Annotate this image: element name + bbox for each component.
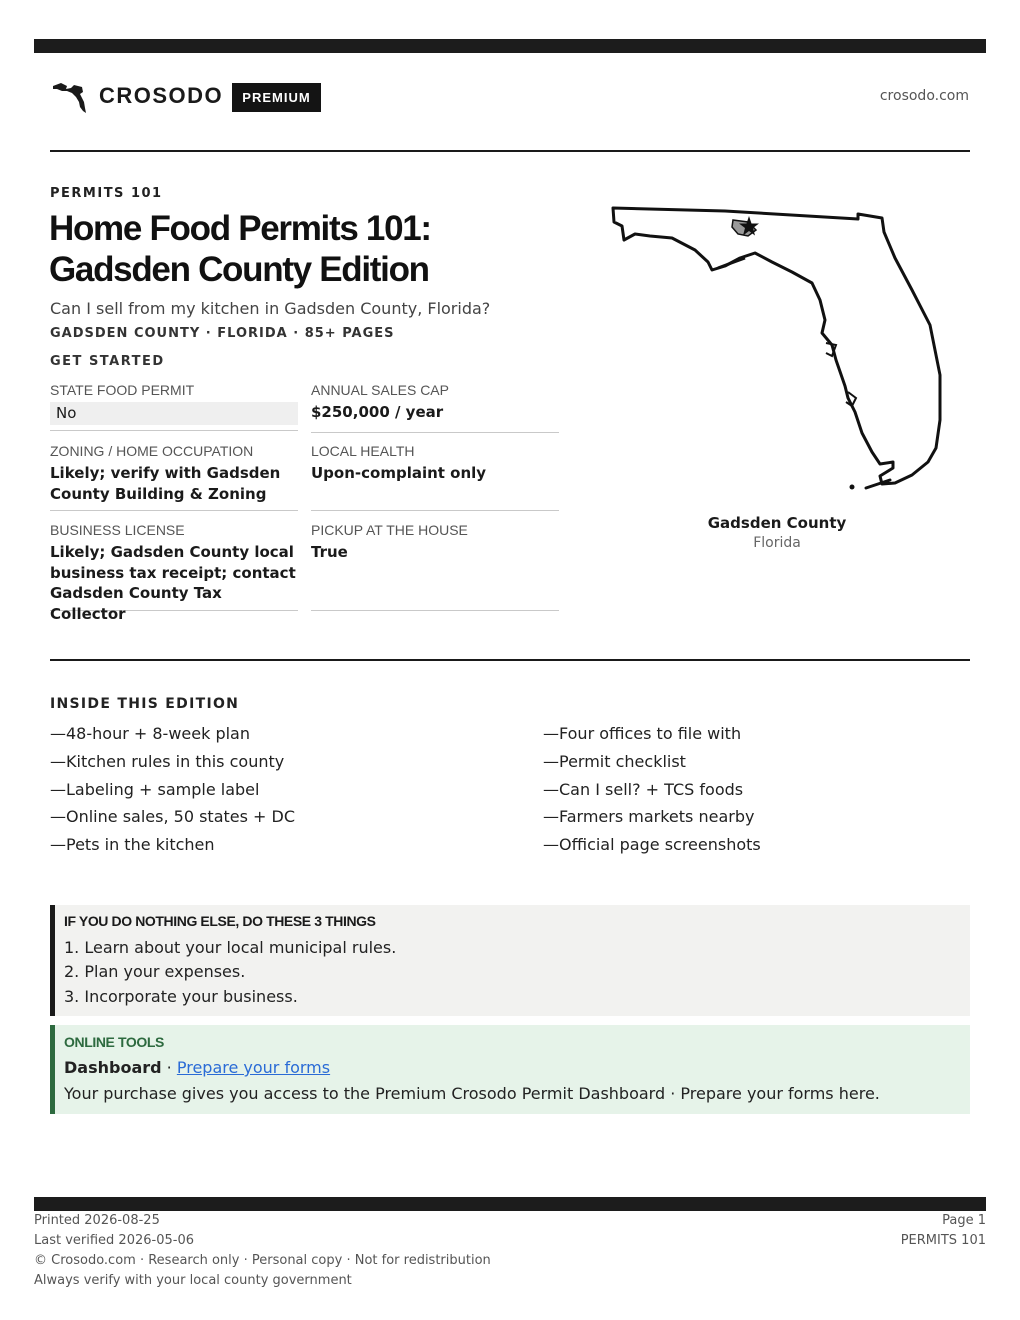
fact-value: $250,000 / year	[311, 403, 444, 421]
list-item: —Permit checklist	[543, 751, 686, 771]
list-item: —48-hour + 8-week plan	[50, 724, 250, 743]
tools-title: ONLINE TOOLS	[64, 1034, 164, 1050]
get-started-heading: GET STARTED	[50, 354, 165, 369]
fact-value: Upon-complaint only	[311, 464, 487, 482]
verified-date: Last verified 2026-05-06	[34, 1233, 194, 1248]
page-subtitle: Can I sell from my kitchen in Gadsden County, Florida?	[50, 299, 491, 318]
list-item: —Online sales, 50 states + DC	[50, 807, 296, 827]
tools-links	[64, 1058, 330, 1077]
fact-state-food-permit	[50, 382, 298, 431]
online-tools-box	[50, 1025, 970, 1114]
fact-local-health	[311, 443, 559, 511]
fact-value: Likely; verify with Gadsden County Building & Zoning	[50, 464, 281, 503]
page-title	[49, 208, 569, 290]
list-item: —Kitchen rules in this county	[50, 751, 285, 771]
list-item: —Official page screenshots	[543, 835, 761, 855]
fact-zoning	[50, 443, 298, 511]
footer-rule-bar	[34, 1197, 986, 1211]
copyright-notice: © Crosodo.com · Research only · Personal copy · Not for redistribution	[34, 1253, 491, 1268]
fact-label: ANNUAL SALES CAP	[311, 382, 449, 398]
apalachicola-coast	[718, 258, 745, 268]
list-item: —Can I sell? + TCS foods	[543, 779, 744, 799]
top-rule-bar	[34, 39, 986, 53]
fact-annual-sales-cap	[311, 382, 559, 433]
page-number: Page 1	[942, 1213, 986, 1228]
brand-name: CROSODO	[99, 83, 224, 108]
list-item: —Four offices to file with	[543, 724, 742, 743]
callout-item: 1. Learn about your local municipal rules.	[64, 938, 397, 957]
fact-label: ZONING / HOME OCCUPATION	[50, 443, 254, 459]
fact-value: True	[311, 543, 348, 561]
callout-title: IF YOU DO NOTHING ELSE, DO THESE 3 THINGS	[64, 913, 376, 929]
florida-silhouette-icon	[52, 80, 90, 114]
callout-item: 2. Plan your expenses.	[64, 962, 246, 981]
callout-accent-bar	[50, 905, 55, 1016]
header-divider	[50, 150, 970, 152]
link-separator: ·	[161, 1058, 177, 1077]
title-line-2: Gadsden County Edition	[49, 250, 429, 289]
fact-value: Likely; Gadsden County local business tax receipt; contact Gadsden County Tax Collector	[50, 543, 296, 623]
site-url[interactable]: crosodo.com	[879, 88, 969, 104]
prepare-forms-link[interactable]: Prepare your forms	[176, 1058, 331, 1077]
inside-edition-heading: INSIDE THIS EDITION	[50, 696, 240, 712]
fact-label: STATE FOOD PERMIT	[50, 382, 195, 398]
section-divider	[50, 659, 970, 661]
florida-map	[605, 200, 950, 500]
premium-badge: PREMIUM	[232, 83, 321, 112]
list-item: —Labeling + sample label	[50, 779, 260, 799]
tools-description: Your purchase gives you access to the Premium Crosodo Permit Dashboard · Prepare your forms here.	[64, 1084, 880, 1103]
fact-label: LOCAL HEALTH	[311, 443, 415, 459]
callout-item: 3. Incorporate your business.	[64, 987, 298, 1006]
fact-pickup	[311, 522, 559, 611]
printed-date: Printed 2026-08-25	[34, 1213, 160, 1228]
list-item: —Pets in the kitchen	[50, 835, 215, 855]
fact-business-license	[50, 522, 298, 623]
verify-advice: Always verify with your local county government	[34, 1273, 352, 1288]
fact-value: No	[50, 402, 298, 425]
page-meta: GADSDEN COUNTY · FLORIDA · 85+ PAGES	[50, 326, 395, 341]
dashboard-link[interactable]: Dashboard	[64, 1058, 162, 1077]
footer-section: PERMITS 101	[900, 1233, 986, 1248]
fact-label: PICKUP AT THE HOUSE	[311, 522, 468, 538]
tools-accent-bar	[50, 1025, 55, 1114]
title-line-1: Home Food Permits 101:	[49, 209, 431, 248]
map-state-label: Florida	[753, 535, 801, 551]
florida-outline	[613, 208, 940, 484]
list-item: —Farmers markets nearby	[543, 807, 755, 827]
inside-list-right	[543, 720, 761, 859]
three-things-callout	[50, 905, 970, 1016]
section-kicker: PERMITS 101	[50, 186, 163, 201]
fact-label: BUSINESS LICENSE	[50, 522, 185, 538]
florida-keys-point	[850, 485, 855, 490]
inside-list-left	[50, 720, 295, 859]
map-county-label: Gadsden County	[707, 514, 847, 532]
